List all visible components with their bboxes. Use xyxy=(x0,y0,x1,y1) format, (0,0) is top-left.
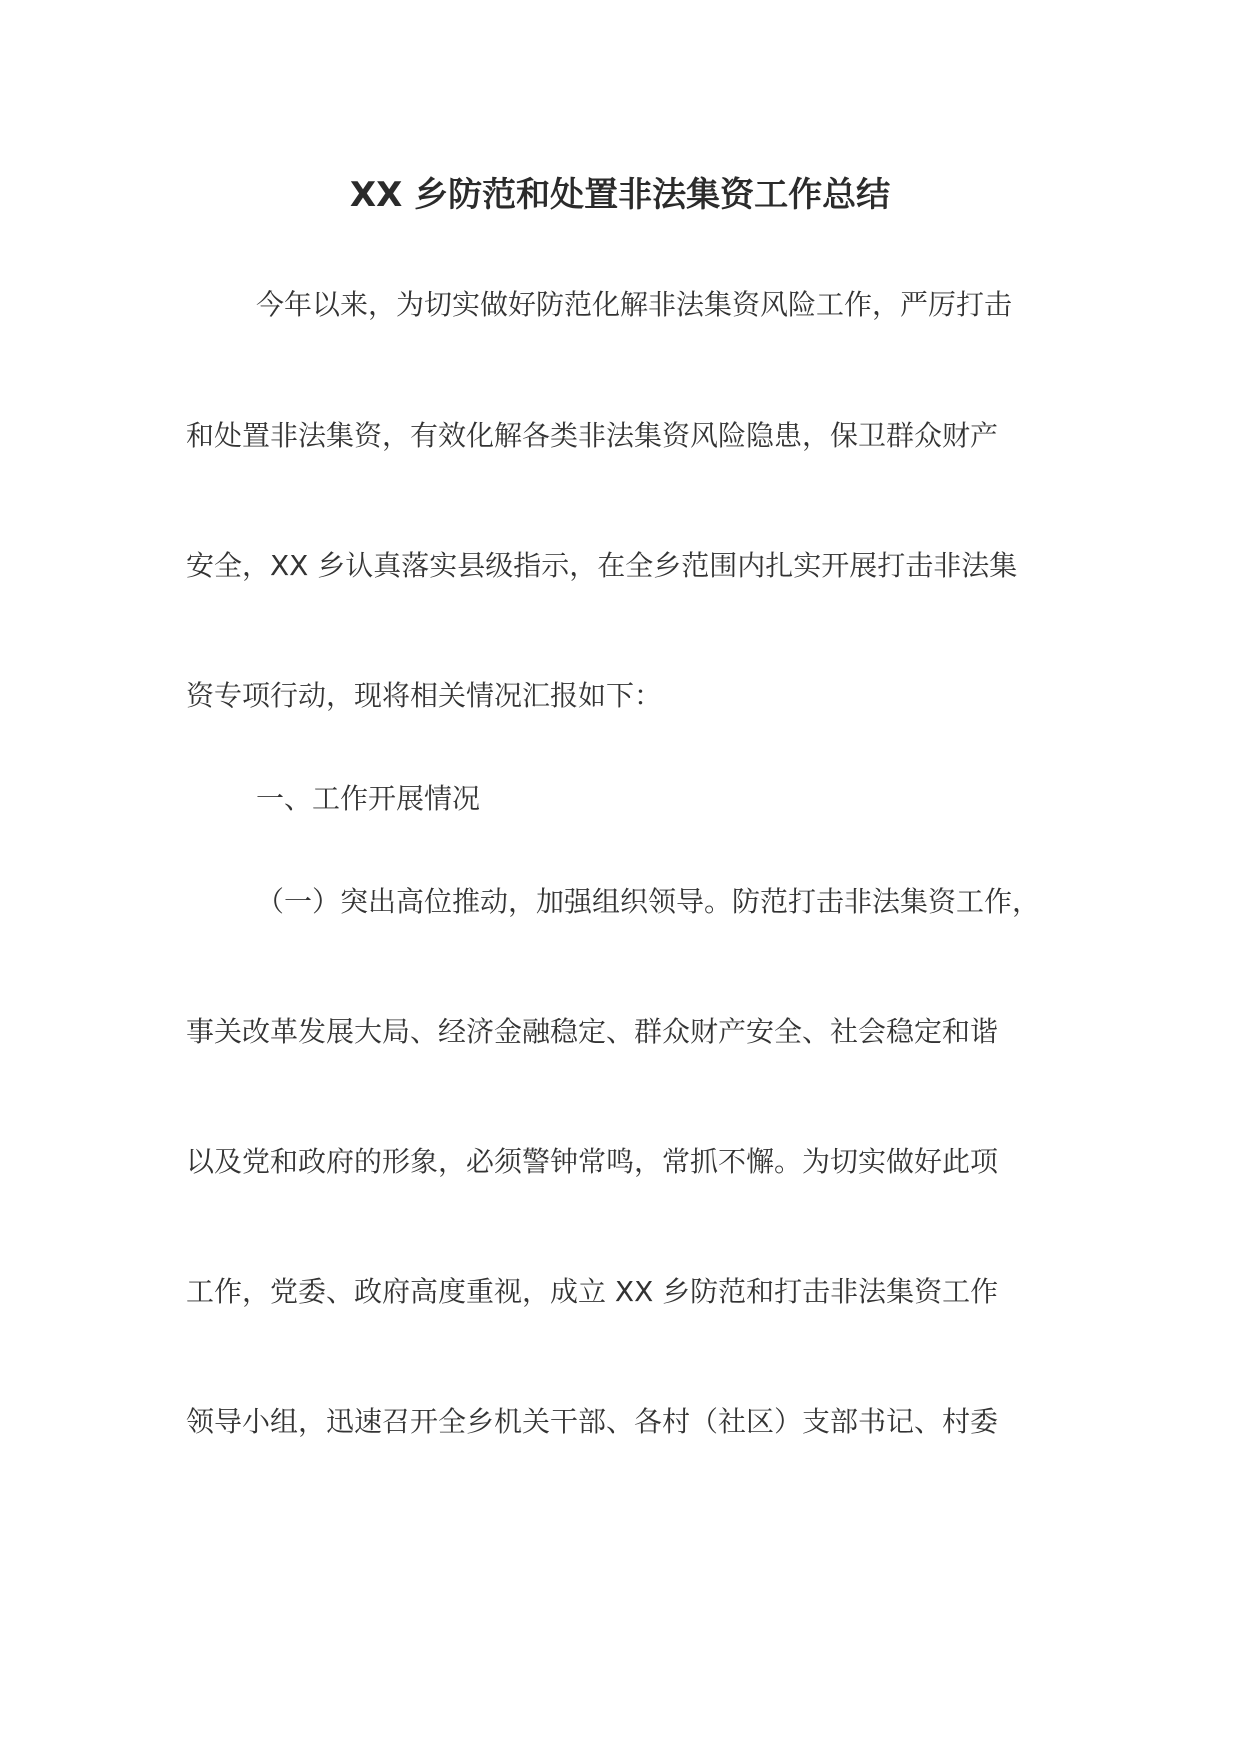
paragraph-line: 安全，XX 乡认真落实县级指示，在全乡范围内扎实开展打击非法集 xyxy=(186,549,1018,582)
paragraph-line: （一）突出高位推动，加强组织领导。防范打击非法集资工作， xyxy=(256,885,1041,918)
paragraph-line: 资专项行动，现将相关情况汇报如下： xyxy=(186,679,663,712)
paragraph-line: 以及党和政府的形象，必须警钟常鸣，常抓不懈。为切实做好此项 xyxy=(186,1145,999,1178)
section-heading: 一、工作开展情况 xyxy=(256,782,481,815)
paragraph-line: 和处置非法集资，有效化解各类非法集资风险隐患，保卫群众财产 xyxy=(186,419,999,452)
paragraph-line: 事关改革发展大局、经济金融稳定、群众财产安全、社会稳定和谐 xyxy=(186,1015,999,1048)
paragraph-line: 领导小组，迅速召开全乡机关干部、各村（社区）支部书记、村委 xyxy=(186,1405,999,1438)
document-title: XX 乡防范和处置非法集资工作总结 xyxy=(349,175,891,215)
paragraph-line: 今年以来，为切实做好防范化解非法集资风险工作，严厉打击 xyxy=(256,288,1013,321)
paragraph-line: 工作，党委、政府高度重视，成立 XX 乡防范和打击非法集资工作 xyxy=(186,1275,999,1308)
